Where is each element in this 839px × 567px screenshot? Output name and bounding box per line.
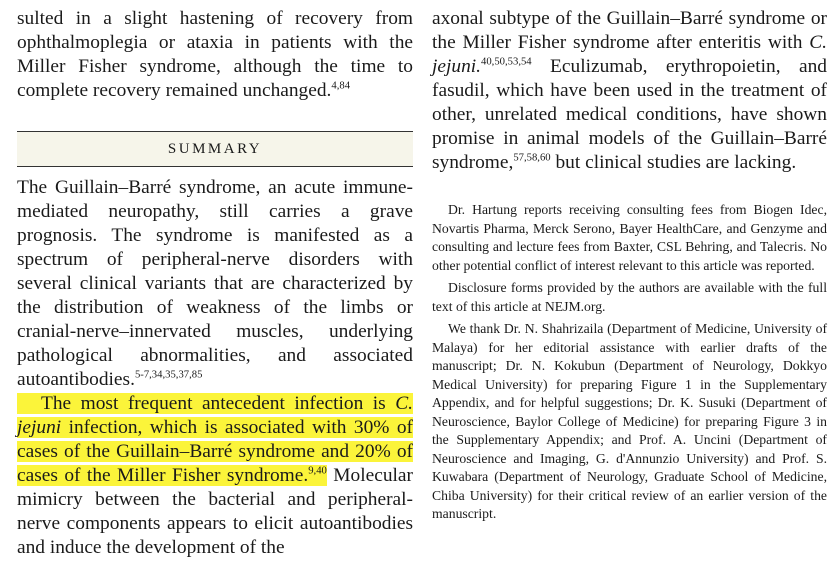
footnote-forms: Disclosure forms provided by the authors are available with the full text of this article at NEJM.org. (432, 280, 827, 314)
section-heading-summary: SUMMARY (17, 131, 413, 167)
citation-refs: 57,58,60 (513, 151, 551, 164)
citation-refs: 4,84 (331, 79, 351, 92)
summary-paragraph-2-continued: Molecular mimicry between the bacterial and peripheral-nerve components appears to elicit autoantibodies and induce the development of the (17, 465, 413, 558)
right-text-before: axonal subtype of the Guillain–Barré syndrome or the Miller Fisher syndrome after enteritis with (432, 8, 827, 53)
footnote-disclosure: Dr. Hartung reports receiving consulting fees from Biogen Idec, Novartis Pharma, Merck Serono, Bayer HealthCare, and Genzyme and consulting and lecture fees from Baxter, CSL Behring, and Talecris. No other potential conflict of interest relevant to this article was reported. (432, 202, 827, 273)
footnote-acknowledgments: We thank Dr. N. Shahrizaila (Department of Medicine, University of Malaya) for her editorial assistance with earlier drafts of the manuscript; Dr. N. Kokubun (Department of Neurology, Dokkyo Medical University) for preparing Figure 1 in the Supplementary Appendix, and for helpful suggestions; Dr. K. Susuki (Department of Neuroscience, Baylor College of Medicine) for preparing Figure 3 in the Supplementary Appendix; and Prof. A. Uncini (Department of Neuroscience and Imaging, G. d'Annunzio University) and Prof. S. Kuwabara (Department of Neurology, Graduate School of Medicine, Chiba University) for their critical review of an earlier version of the manuscript. (432, 321, 827, 521)
right-text-after: Eculizumab, erythropoietin, and fasudil, which have been used in the treatment of other, unrelated medical conditions, have shown promise in animal models of the Guillain–Barré syndrome, (432, 56, 827, 173)
continued-paragraph (17, 7, 413, 103)
continued-paragraph-text: sulted in a slight hastening of recovery from ophthalmoplegia or ataxia in patients with the Miller Fisher syndrome, although the time to complete recovery remained unchanged. (17, 8, 413, 101)
right-column (432, 0, 827, 524)
highlight-text-before: The most frequent antecedent infection is (41, 393, 386, 414)
citation-refs: 5-7,34,35,37,85 (134, 368, 203, 381)
left-column (17, 0, 413, 560)
highlight-text-after: infection, which is associated with 30% of cases of the Guillain–Barré syndrome and 20% of cases of the Miller Fisher syndrome. (17, 417, 413, 486)
summary-paragraph-1 (17, 176, 413, 392)
summary-paragraph-2 (17, 392, 413, 560)
summary-paragraph-1-text: The Guillain–Barré syndrome, an acute immune-mediated neuropathy, still carries a grave prognosis. The syndrome is manifested as a spectrum of peripheral-nerve disorders with several clinical variants that are characterized by the distribution of weakness of the limbs or cranial-nerve–innervated muscles, underlying pathological abnormalities, and associated autoantibodies. (17, 177, 413, 390)
right-text-end: but clinical studies are lacking. (555, 152, 797, 173)
organism-name: C. jejuni. (432, 32, 827, 77)
organism-name: C. jejuni (17, 393, 413, 438)
continued-paragraph-right (432, 7, 827, 175)
citation-refs: 40,50,53,54 (481, 55, 532, 68)
citation-refs: 9,40 (308, 464, 327, 477)
